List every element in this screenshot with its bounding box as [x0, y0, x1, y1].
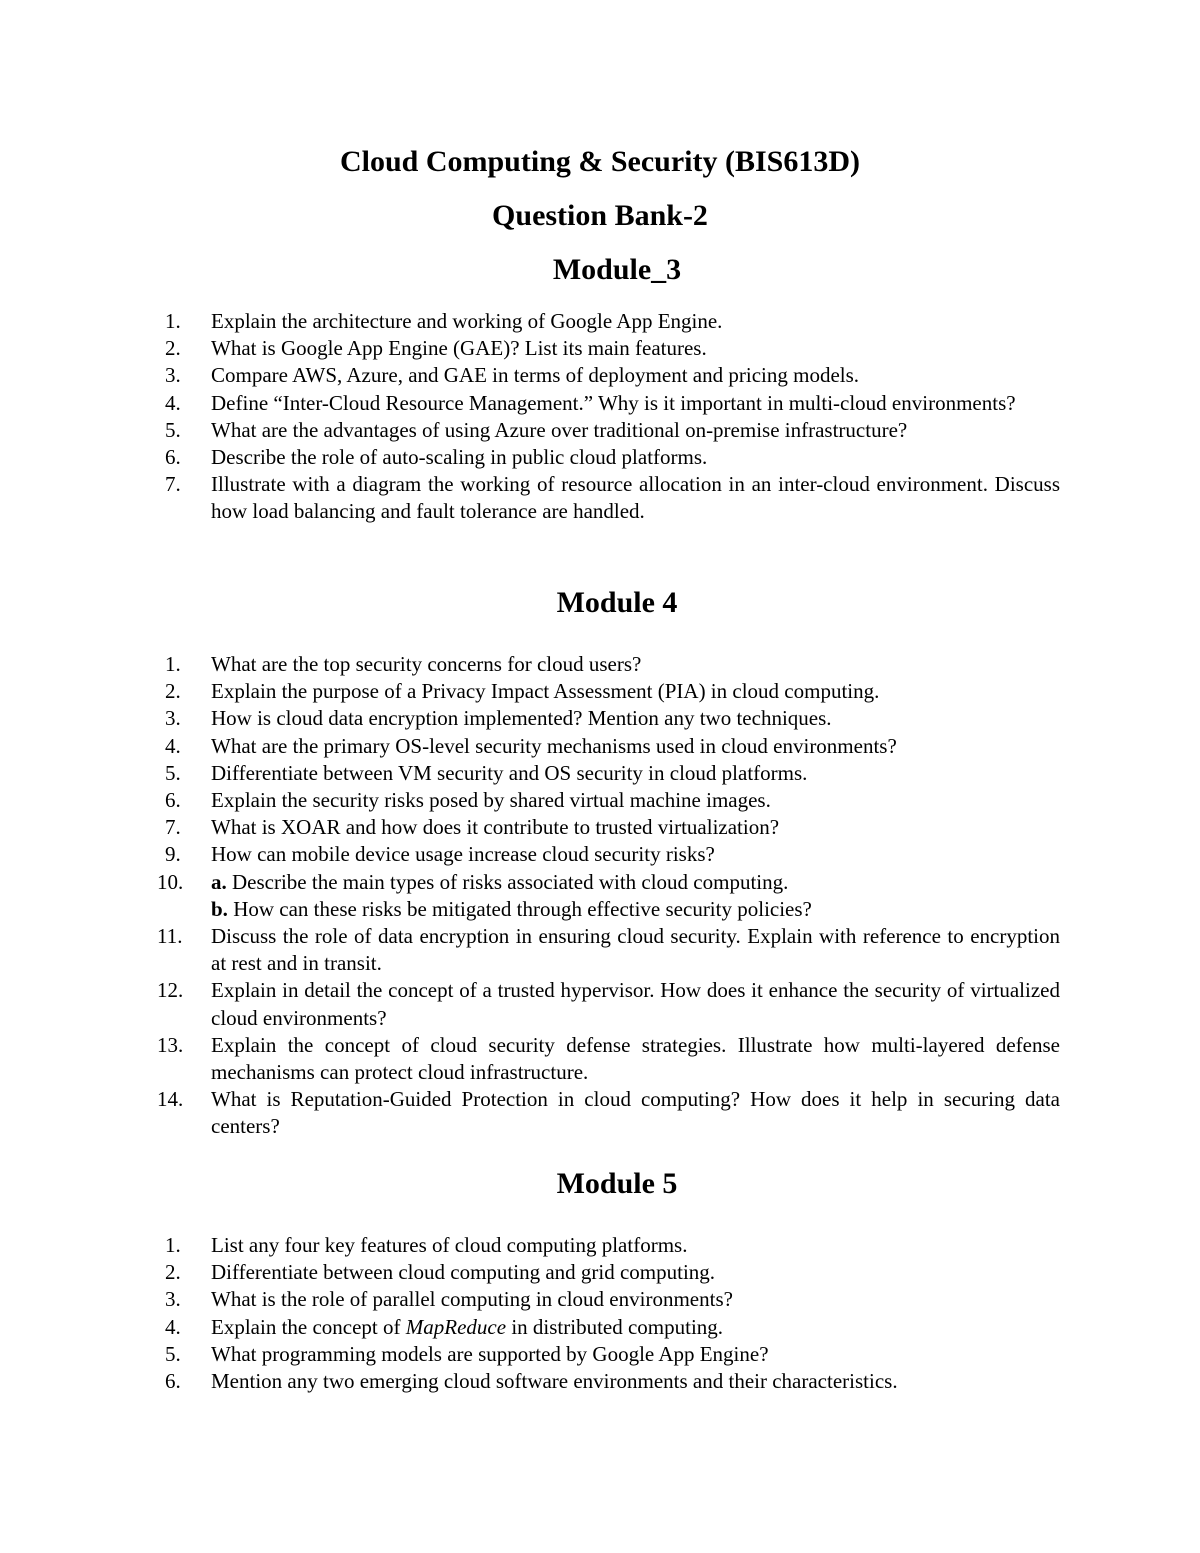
- question-text: Mention any two emerging cloud software environments and their characteristics.: [211, 1369, 898, 1394]
- question-text: Differentiate between cloud computing and grid computing.: [211, 1260, 716, 1285]
- list-item: [165, 787, 1060, 814]
- question-number: 1.: [165, 309, 181, 333]
- list-item: [165, 471, 1060, 525]
- question-text-after: in distributed computing.: [506, 1314, 724, 1339]
- question-number: 2.: [165, 679, 181, 704]
- document-title: Cloud Computing & Security (BIS613D): [339, 145, 861, 178]
- part-b-text: How can these risks be mitigated through effective security policies?: [227, 896, 812, 921]
- list-item: [165, 444, 1060, 471]
- module-4-question-list: [157, 651, 1060, 1141]
- question-text: How is cloud data encryption implemented? Mention any two techniques.: [211, 706, 832, 731]
- question-text: Explain in detail the concept of a trusted hypervisor. How does it enhance the security of virtualized cloud environments?: [211, 978, 1060, 1030]
- question-text: What are the top security concerns for cloud users?: [211, 652, 642, 676]
- question-number: 13.: [157, 1032, 184, 1057]
- document-subtitle: Question Bank-2: [492, 199, 708, 232]
- module-3-question-list: [165, 308, 1060, 526]
- question-text: List any four key features of cloud computing platforms.: [211, 1233, 688, 1257]
- module-4-heading: Module 4: [556, 586, 678, 619]
- question-number: 3.: [165, 1287, 181, 1312]
- question-number: 7.: [165, 472, 181, 497]
- question-number: 3.: [165, 363, 181, 388]
- list-item: [165, 733, 1060, 760]
- module-5-question-list: [165, 1232, 1060, 1395]
- list-item: [165, 390, 1060, 417]
- question-number: 10.: [157, 869, 184, 894]
- list-item: [165, 678, 1060, 705]
- question-text: Compare AWS, Azure, and GAE in terms of deployment and pricing models.: [211, 363, 860, 388]
- question-number: 5.: [165, 760, 181, 785]
- question-text: Discuss the role of data encryption in ensuring cloud security. Explain with reference to encryption at rest and in transit.: [211, 924, 1060, 976]
- question-number: 4.: [165, 1314, 181, 1339]
- question-text: Explain the purpose of a Privacy Impact Assessment (PIA) in cloud computing.: [211, 679, 880, 704]
- list-item: [157, 869, 1060, 923]
- module-3-heading: Module_3: [552, 253, 682, 286]
- question-text: What is Reputation-Guided Protection in cloud computing? How does it help in securing data centers?: [211, 1087, 1060, 1139]
- list-item: [165, 841, 1060, 868]
- question-number: 9.: [165, 842, 181, 867]
- list-item: [165, 1314, 1060, 1341]
- question-number: 2.: [165, 336, 181, 361]
- question-text: Differentiate between VM security and OS security in cloud platforms.: [211, 760, 808, 785]
- question-number: 1.: [165, 652, 181, 676]
- question-text: What programming models are supported by Google App Engine?: [211, 1341, 769, 1366]
- question-text: What are the advantages of using Azure over traditional on-premise infrastructure?: [211, 417, 908, 442]
- part-a-label: a.: [211, 869, 227, 894]
- question-number: 3.: [165, 706, 181, 731]
- list-item: [157, 923, 1060, 977]
- question-number: 4.: [165, 390, 181, 415]
- list-item: [165, 362, 1060, 389]
- question-text: Explain the architecture and working of Google App Engine.: [211, 309, 723, 333]
- list-item: [165, 814, 1060, 841]
- question-number: 7.: [165, 815, 181, 840]
- question-number: 5.: [165, 1341, 181, 1366]
- question-part-a: [211, 869, 1060, 896]
- question-number: 14.: [157, 1087, 184, 1112]
- question-number: 4.: [165, 733, 181, 758]
- question-number: 5.: [165, 417, 181, 442]
- question-number: 6.: [165, 1369, 181, 1394]
- question-text-before: Explain the concept of: [211, 1314, 406, 1339]
- question-text: Explain the security risks posed by shared virtual machine images.: [211, 788, 771, 813]
- question-number: 6.: [165, 445, 181, 470]
- question-text: Describe the role of auto-scaling in public cloud platforms.: [211, 445, 708, 470]
- question-text: Illustrate with a diagram the working of resource allocation in an inter-cloud environment. Discuss how load balancing and fault tolerance are handled.: [211, 472, 1060, 524]
- part-a-text: Describe the main types of risks associated with cloud computing.: [226, 869, 789, 894]
- list-item: [165, 651, 1060, 678]
- part-b-label: b.: [211, 896, 228, 921]
- list-item: [165, 1259, 1060, 1286]
- question-number: 1.: [165, 1233, 181, 1257]
- question-text: Define “Inter-Cloud Resource Management.” Why is it important in multi-cloud environments?: [211, 390, 1016, 415]
- question-text: What are the primary OS-level security mechanisms used in cloud environments?: [211, 733, 897, 758]
- list-item: [165, 1368, 1060, 1395]
- question-number: 2.: [165, 1260, 181, 1285]
- list-item: [165, 308, 1060, 335]
- list-item: [165, 1232, 1060, 1259]
- list-item: [165, 335, 1060, 362]
- list-item: [165, 705, 1060, 732]
- list-item: [165, 1286, 1060, 1313]
- mapreduce-term: MapReduce: [405, 1314, 507, 1339]
- question-text: [211, 1314, 1060, 1341]
- question-number: 6.: [165, 788, 181, 813]
- list-item: [157, 1032, 1060, 1086]
- question-text: How can mobile device usage increase cloud security risks?: [211, 842, 715, 867]
- list-item: [157, 977, 1060, 1031]
- question-text: What is Google App Engine (GAE)? List its main features.: [211, 336, 707, 361]
- list-item: [165, 417, 1060, 444]
- list-item: [165, 760, 1060, 787]
- list-item: [157, 1086, 1060, 1140]
- question-text: What is XOAR and how does it contribute to trusted virtualization?: [211, 815, 780, 840]
- list-item: [165, 1341, 1060, 1368]
- module-5-heading: Module 5: [556, 1167, 678, 1200]
- question-part-b: [211, 896, 1060, 923]
- question-number: 11.: [157, 924, 183, 949]
- question-text: What is the role of parallel computing in cloud environments?: [211, 1287, 733, 1312]
- question-text: Explain the concept of cloud security defense strategies. Illustrate how multi-layered defense mechanisms can protect cloud infrastructure.: [211, 1032, 1060, 1085]
- question-number: 12.: [157, 978, 184, 1003]
